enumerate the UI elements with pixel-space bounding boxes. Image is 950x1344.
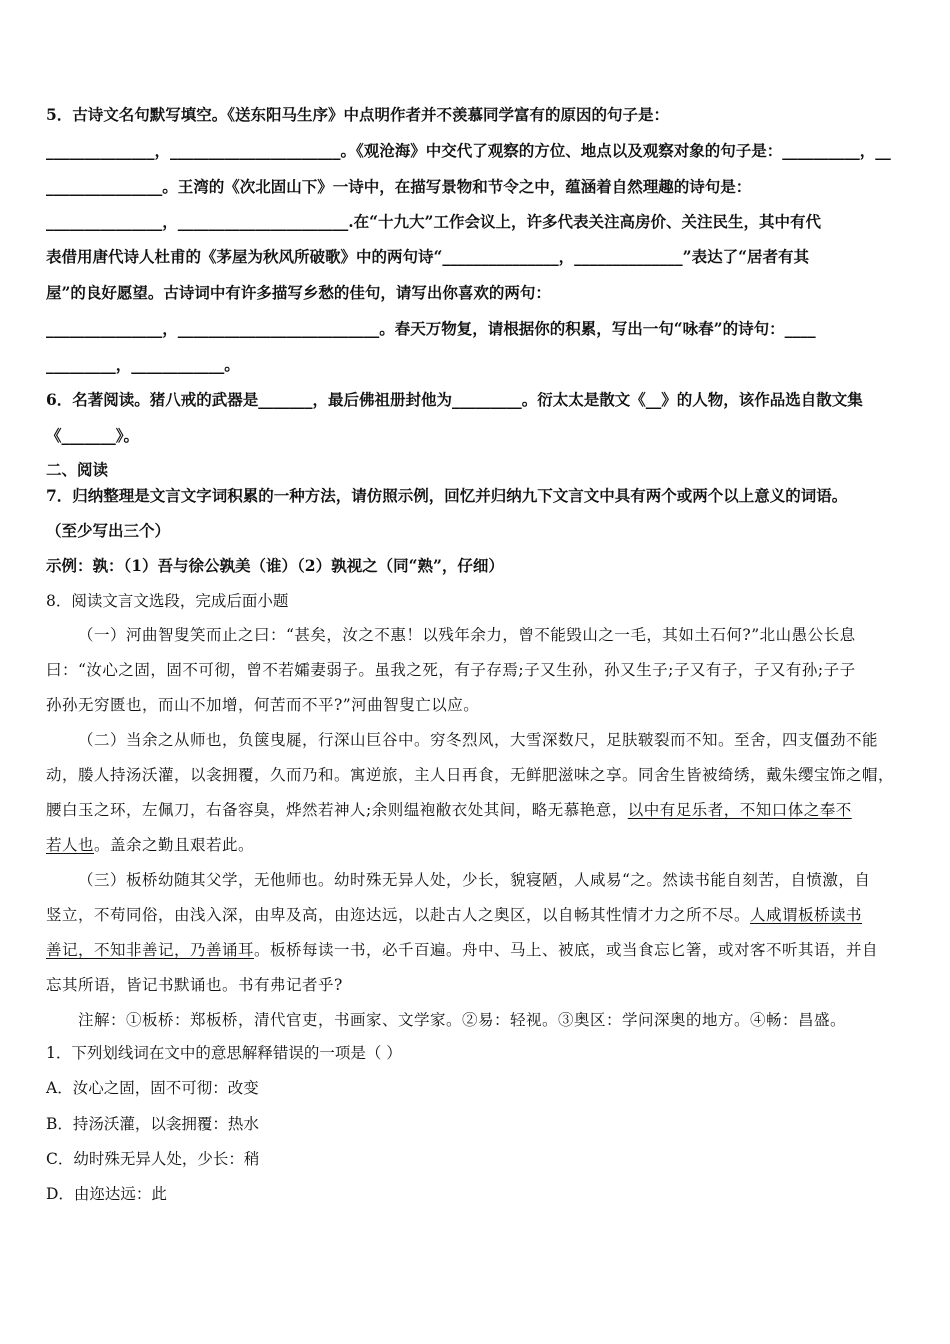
q5-line-8: _________，____________。: [46, 355, 240, 374]
passage2-line-3: [46, 799, 852, 821]
underlined-sentence2-part2: 善记，不知非善记，乃善诵耳: [46, 941, 255, 959]
underlined-sentence-part2: 若人也: [46, 836, 95, 854]
passage2-line-4: [46, 834, 254, 856]
q5-line-5: 表借用唐代诗人杜甫的《茅屋为秋风所破歌》中的两句诗“_______________，______________”表达了“居者有其: [46, 247, 809, 266]
passage3-line-4: 忘其所语，皆记书默诵也。书有弗记者乎?: [46, 976, 343, 994]
q7-example: 示例：孰：（1）吾与徐公孰美（谁）（2）孰视之（同“熟”，仔细）: [46, 556, 504, 575]
q6-line-2: 《_______》。: [46, 426, 140, 445]
passage3-line-3-text: 。板桥每读一书，必千百遍。舟中、马上、被底，或当食忘匕箸，或对客不听其语，并自: [254, 941, 879, 959]
passage3-line-2: [46, 904, 862, 926]
q7-line-2: （至少写出三个）: [46, 521, 171, 540]
passage3-line-2-text: 竖立，不苟同俗，由浅入深，由卑及高，由迩达远，以赴古人之奥区，以自畅其性情才力之所不尽。: [46, 906, 751, 924]
q8-intro: 8．阅读文言文选段，完成后面小题: [46, 592, 289, 610]
q7-line-1: 7．归纳整理是文言文字词积累的一种方法，请仿照示例，回忆并归纳九下文言文中具有两个或两个以上意义的词语。: [46, 486, 848, 505]
passage3-line-3: [46, 939, 878, 961]
option-b: B．持汤沃灌，以衾拥覆：热水: [46, 1115, 259, 1133]
section-title-reading: 二、阅读: [46, 460, 109, 479]
passage1-line-3: 孙孙无穷匮也，而山不加增，何苦而不平?”河曲智叟亡以应。: [46, 696, 480, 714]
q5-line-7: _______________，__________________________。春天万物复，请根据你的积累，写出一句“咏春”的诗句：____: [46, 319, 816, 338]
q5-line-2: ______________，______________________。《观沧海》中交代了观察的方位、地点以及观察对象的句子是：__________，__: [46, 141, 891, 160]
q5-line-1: 5．古诗文名句默写填空。《送东阳马生序》中点明作者并不羡慕同学富有的原因的句子是：: [46, 105, 670, 124]
passage3-line-1: （三）板桥幼随其父学，无他师也。幼时殊无异人处，少长，貌寝陋，人咸易“之。然读书能自刻苦，自愤激，自: [78, 871, 871, 889]
option-a: A．汝心之固，固不可彻：改变: [46, 1079, 259, 1097]
sub-question-1: 1．下列划线词在文中的意思解释错误的一项是（ ）: [46, 1044, 402, 1062]
q5-line-6: 屋”的良好愿望。古诗词中有许多描写乡愁的佳句，请写出你喜欢的两句：: [46, 283, 551, 302]
annotation-note: 注解：①板桥：郑板桥，清代官吏，书画家、文学家。②易：轻视。③奥区：学问深奥的地方。④畅：昌盛。: [78, 1011, 847, 1029]
passage2-line-3-text: 腰白玉之环，左佩刀，右备容臭，烨然若神人;余则缊袍敝衣处其间，略无慕艳意，: [46, 801, 628, 819]
passage2-line-2: 动，媵人持汤沃灌，以衾拥覆，久而乃和。寓逆旅，主人日再食，无鲜肥滋味之享。同舍生皆被绮绣，戴朱缨宝饰之帽，: [46, 766, 895, 784]
passage2-line-1: （二）当余之从师也，负箧曳屣，行深山巨谷中。穷冬烈风，大雪深数尺，足肤皲裂而不知。至舍，四支僵劲不能: [78, 731, 879, 749]
q5-line-3: _______________。王湾的《次北固山下》一诗中，在描写景物和节令之中，蕴涵着自然理趣的诗句是：: [46, 177, 752, 196]
passage2-line-4-text: 。盖余之勤且艰若此。: [94, 836, 255, 854]
passage1-line-1: （一）河曲智叟笑而止之曰：“甚矣，汝之不惠！以残年余力，曾不能毁山之一毛，其如土石何?”北山愚公长息: [78, 626, 856, 644]
option-c: C．幼时殊无异人处，少长：稍: [46, 1150, 260, 1168]
q5-line-4: _______________，______________________.在“十九大”工作会议上，许多代表关注高房价、关注民生，其中有代: [46, 212, 821, 231]
option-d: D．由迩达远：此: [46, 1185, 167, 1203]
underlined-sentence2-part1: 人咸谓板桥读书: [750, 906, 863, 924]
passage1-line-2: 曰：“汝心之固，固不可彻，曾不若孀妻弱子。虽我之死，有子存焉;子又生孙，孙又生子;子又有子，子又有孙;子子: [46, 661, 856, 679]
q6-line-1: 6．名著阅读。猪八戒的武器是_______，最后佛祖册封他为_________。衍太太是散文《__》的人物，该作品选自散文集: [46, 390, 863, 409]
underlined-sentence-part1: 以中有足乐者，不知口体之奉不: [627, 801, 852, 819]
